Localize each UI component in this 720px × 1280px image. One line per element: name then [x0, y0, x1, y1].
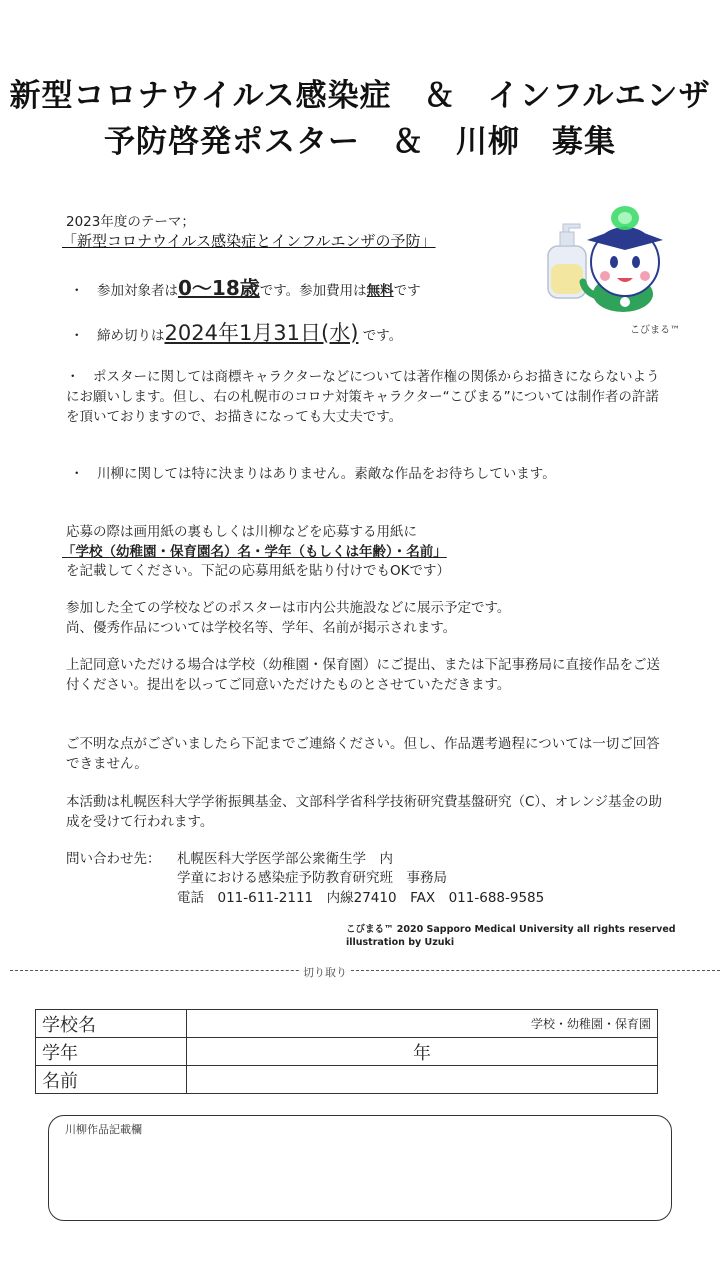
- copyright-credit: [346, 923, 676, 949]
- deadline-line: [70, 323, 402, 346]
- school-suffix: 学校・幼稚園・保育園: [530, 1017, 651, 1031]
- deadline-prefix: ・ 締め切りは: [70, 328, 165, 344]
- theme-label: 2023年度のテーマ；: [66, 214, 195, 230]
- grade-suffix: 年: [413, 1042, 431, 1064]
- page-title-line1: 新型コロナウイルス感染症 ＆ インフルエンザ: [9, 78, 711, 114]
- senryu-entry-box[interactable]: [48, 1115, 672, 1221]
- age-prefix: ・ 参加対象者は: [70, 283, 178, 299]
- cut-label: 切り取り: [300, 964, 350, 980]
- name-field[interactable]: [187, 1066, 658, 1094]
- senryu-box-label: 川柳作品記載欄: [65, 1123, 142, 1136]
- school-field[interactable]: [187, 1010, 658, 1038]
- table-row: [36, 1038, 658, 1066]
- contact-line3: 電話 011-611-2111 内線27410 FAX 011-688-9585: [177, 890, 545, 906]
- inquiry-note: ご不明な点がございましたら下記までご連絡ください。但し、作品選考過程については一切ご回答できません。: [66, 736, 660, 772]
- table-row: [36, 1066, 658, 1094]
- application-line1: 応募の際は画用紙の裏もしくは川柳などを応募する用紙に: [66, 524, 417, 540]
- page-title-line2: 予防啓発ポスター ＆ 川柳 募集: [104, 124, 616, 160]
- deadline-suffix: です。: [362, 328, 403, 344]
- funding-text: 本活動は札幌医科大学学術振興基金、文部科学省科学技術研究費基盤研究（C）、オレンジ基金の助成を受けて行われます。: [66, 794, 662, 830]
- credit-line2: illustration by Uzuki: [346, 937, 455, 948]
- contact-line2: 学童における感染症予防教育研究班 事務局: [177, 870, 447, 886]
- table-row: [36, 1010, 658, 1038]
- exhibit-line1: 参加した全ての学校などのポスターは市内公共施設などに展示予定です。: [66, 600, 511, 616]
- contact-label: 問い合わせ先：: [66, 851, 161, 867]
- grade-label: 学年: [36, 1038, 187, 1066]
- grade-field[interactable]: [187, 1038, 658, 1066]
- contact-line1: 札幌医科大学医学部公衆衛生学 内: [177, 851, 393, 867]
- kobimaru-mascot-icon: [545, 204, 670, 316]
- fee-suffix: です: [393, 283, 421, 299]
- name-label: 名前: [36, 1066, 187, 1094]
- senryu-note: ・ 川柳に関しては特に決まりはありません。素敵な作品をお待ちしています。: [70, 466, 556, 482]
- application-line2: 「学校（幼稚園・保育園名）名・学年（もしくは年齢）・名前」: [62, 544, 447, 560]
- age-fee-line: [70, 278, 421, 301]
- consent-text: 上記同意いただける場合は学校（幼稚園・保育園）にご提出、または下記事務局に直接作品をご送付ください。提出を以ってご同意いただけたものとさせていただきます。: [66, 657, 660, 693]
- mascot-caption: こびまる™: [630, 325, 680, 336]
- age-mid: です。参加費用は: [259, 283, 367, 299]
- entry-form-table: [35, 1009, 658, 1094]
- cut-line: [10, 970, 720, 971]
- school-label: 学校名: [36, 1010, 187, 1038]
- application-line3: を記載してください。下記の応募用紙を貼り付けでもOKです）: [66, 563, 450, 579]
- exhibit-line2: 尚、優秀作品については学校名等、学年、名前が掲示されます。: [66, 620, 457, 636]
- fee-value: 無料: [366, 283, 394, 299]
- credit-line1: こびまる™ 2020 Sapporo Medical University all rights reserved: [346, 924, 676, 935]
- deadline-value: 2024年1月31日(水): [164, 321, 359, 345]
- age-value: 0〜18歳: [178, 276, 260, 300]
- theme-text: 「新型コロナウイルス感染症とインフルエンザの予防」: [62, 232, 436, 250]
- poster-note: ・ ポスターに関しては商標キャラクターなどについては著作権の関係からお描きにならないようにお願いします。但し、右の札幌市のコロナ対策キャラクター“こびまる”については制作者の許諾を頂いておりますので、お描きになっても大丈夫です。: [66, 369, 660, 425]
